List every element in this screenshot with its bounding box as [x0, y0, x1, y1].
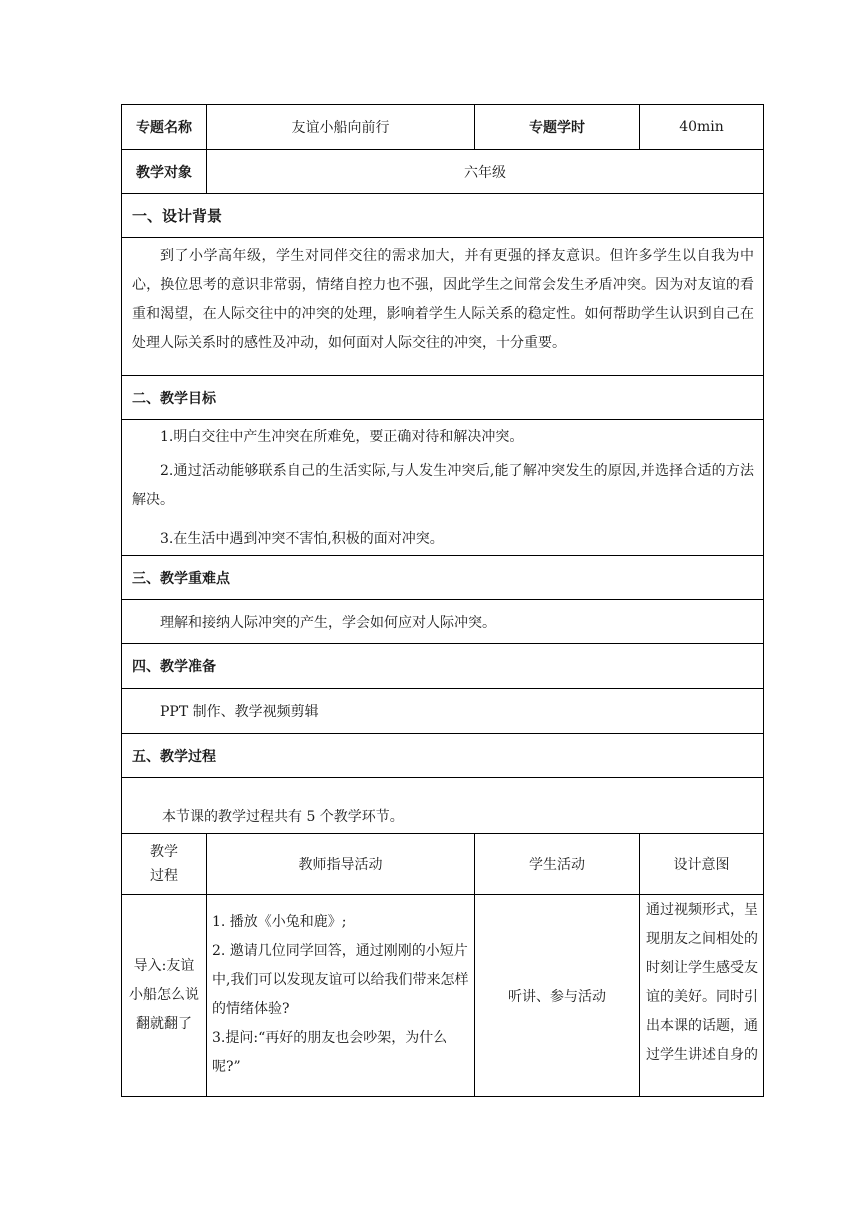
goal-item: 3.在生活中遇到冲突不害怕,积极的面对冲突。	[160, 531, 444, 547]
teacher-step: 1. 播放《小兔和鹿》;	[212, 914, 347, 930]
process-intent-cell: 通过视频形式，呈现朋友之间相处的时刻让学生感受友谊的美好。同时引出本课的话题，通过学生讲述自身的	[646, 902, 758, 1063]
process-header-teacher: 教师指导活动	[298, 857, 383, 873]
audience-label: 教学对象	[136, 164, 192, 181]
process-teacher-cell	[212, 908, 470, 1082]
process-student-cell: 听讲、参与活动	[508, 988, 606, 1005]
row-divider	[121, 237, 764, 238]
process-header-stage	[122, 834, 206, 894]
row-divider	[121, 643, 764, 644]
row-divider	[121, 375, 764, 376]
hours-label: 专题学时	[529, 120, 585, 136]
topic-value: 友谊小船向前行	[291, 120, 390, 136]
row-divider	[121, 733, 764, 734]
process-stage-cell	[122, 895, 206, 1096]
teacher-step: 3.提问:“再好的朋友也会吵架，为什么呢?”	[212, 1030, 448, 1075]
section-title-key-points: 三、教学重难点	[132, 570, 230, 587]
table-border-right	[763, 104, 764, 1097]
row-divider	[121, 419, 764, 420]
process-header-stage-text: 教学过程	[150, 844, 178, 884]
teacher-step: 2. 邀请几位同学回答，通过刚刚的小短片中,我们可以发现友谊可以给我们带来怎样的情绪体验?	[212, 943, 469, 1017]
preparation-text: PPT 制作、教学视频剪辑	[160, 704, 319, 720]
process-header-student: 学生活动	[529, 857, 585, 873]
section-title-goals: 二、教学目标	[132, 390, 216, 407]
section-title-process: 五、教学过程	[132, 748, 216, 765]
process-header-intent: 设计意图	[673, 857, 730, 873]
key-points-text: 理解和接纳人际冲突的产生，学会如何应对人际冲突。	[160, 614, 496, 631]
goal-item: 1.明白交往中产生冲突在所难免，要正确对待和解决冲突。	[160, 429, 524, 445]
goal-item: 2.通过活动能够联系自己的生活实际,与人发生冲突后,能了解冲突发生的原因,并选择合适的方法解决。	[132, 463, 754, 508]
hours-value: 40min	[679, 119, 724, 135]
topic-label: 专题名称	[136, 120, 192, 136]
section-title-background: 一、设计背景	[132, 207, 223, 225]
audience-value: 六年级	[464, 164, 506, 181]
section-title-preparation: 四、教学准备	[132, 659, 216, 675]
process-stage-text: 导入:友谊小船怎么说翻就翻了	[129, 958, 199, 1032]
background-text: 到了小学高年级，学生对同伴交往的需求加大，并有更强的择友意识。但许多学生以自我为中心，换位思考的意识非常弱，情绪自控力也不强，因此学生之间常会发生矛盾冲突。因为对友谊的看重和渴望，在人际交往中的冲突的处理，影响着学生人际关系的稳定性。如何帮助学生认识到自己在处理人际关系时的感性及冲动，如何面对人际交往的冲突，十分重要。	[132, 248, 754, 351]
table-border-bottom	[121, 1096, 764, 1097]
row-divider	[121, 894, 764, 895]
process-intro: 本节课的教学过程共有 5 个教学环节。	[162, 808, 404, 825]
